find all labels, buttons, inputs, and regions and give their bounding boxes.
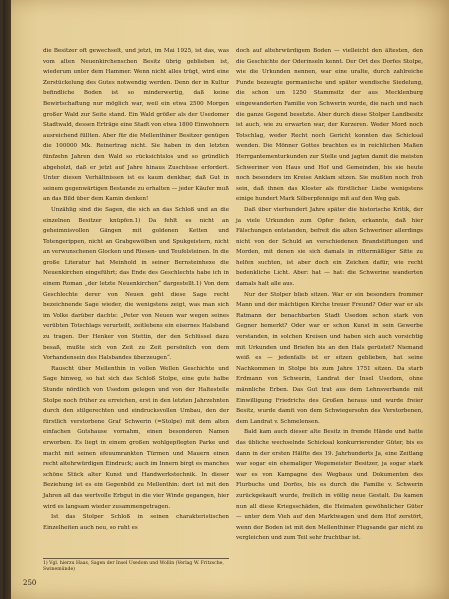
- right-column: [236, 46, 423, 544]
- paragraph: Daß über vierhundert Jahre später die historische Kritik, der ja viele Urkunden zum Opfer fielen, erkannte, daß hier Fälschungen entstanden, befreit die alten Schweriner allerdings nicht von der Schuld an verschiedenen Brandstiftungen und Morden, mit denen sie sich damals in rittermäßiger Sitte zu helfen suchten, ist aber doch ein Zeichen dafür, wie recht bedenkliche Licht. Aber: hat — hat: die Schwerine wanderten damals halt alle aus.: [236, 206, 423, 288]
- paragraph: doch auf altehrwürdigem Boden — vielleicht den ältesten, den die Geschichte der Oderinseln kennt. Der Ort des Dorfes Stolpe, wie die Urkunden nennen, war eine uralte, durch zahlreiche Funde bezeugte germanische und später wendische Siedelung, die schon um 1250 Stammsitz der aus Mecklenburg eingewanderten Familie von Schwerin wurde, die nach und nach die ganze Gegend besetzte. Aber durch diese Stolper Landbesitz ist auch, wie zu erwarten war, der Kurzeren. Weder Mord noch Totschlag, weder Recht noch Gericht konnten das Schicksal wenden. Die Mönner Gottes brachten es in reichlichen Maßen Herrgantementurkunden zur Stelle und jagten damit die meisten Schweriner von Haus und Hof und Gemeinden, bis sie heute noch besonders im Kreise Anklam sitzen. Sie mußten noch froh sein, daß ihnen das Kloster als fürstlicher Liebe wenigstens einige hundert Mark Silberpfennige mit auf den Weg gab.: [236, 48, 423, 203]
- book-binding: [3, 0, 11, 599]
- paragraph: Bald kam auch dieser alte Besitz in fremde Hände und hatte das übliche wechselnde Schicksal konkurrierender Güter, bis es dann in der ersten Hälfte des 19. Jahrhunderts Ja, eine Zeitlang war sogar ein ehemaliger Wegemeister Besitzer, ja sogar stark war es von Kampagne des Wegbaus und Dokumenten des Flurbuchs und Dorfes, bis es durch die Familie v. Schwerin zurückgekauft wurde, freilich in völlig neue Gestalt. Da kamen nun all diese Kriegsschäden, die Heimaten gewöhnlicher Güter — unter dem Vieh auf den Marktwagen und dem Hof zerstört, wenn der Boden ist mit den Mellenthiner Flugsande gar nicht zu vergleichen und zum Teil sehr fruchtbar ist.: [236, 429, 423, 542]
- paragraph: Ist das Stolper Schloß in seinen charakteristischen Einzelheiten auch neu, so ruht es: [43, 514, 229, 531]
- footnote: 1) Vgl. hierzu Haas, Sagen der Insel Usedom und Wollin (Verlag W. Fritzsche, Swinemünde): [43, 558, 229, 573]
- book-page: [3, 0, 449, 599]
- paragraph: die Besitzer oft gewechselt, und jetzt, im Mai 1925, ist das, was vom alten Neuenkirchenschen Besitz übrig geblieben ist, wiederum unter dem Hammer. Wenn nicht alles trügt, wird eine Zerstückelung des Gutes notwendig werden. Denn der in Kultur befindliche Boden ist so minderwertig, daß keine Bewirtschaftung nur möglich war, weil ein etwa 2500 Morgen großer Wald zur Seite stand. Ein Wald größer als der Usedomer Stadtwald, dessen Erträge eine Stadt von etwa 1800 Einwohnern ausreichend füllten. Aber für die Mellenthiner Besitzer genügen die 100000 Mk. Reinertrag nicht. Sie haben in den letzten fünfzehn Jahren den Wald so rücksichtslos und so gründlich abgeholzt, daß er jetzt auf Jahre hinaus Zuschüsse erfordert. Unter diesen Verhältnissen ist es kaum denkbar, daß Gut in seinem gegenwärtigen Bestande zu erhalten — jeder Käufer muß an das Bild über dem Kamin denken!: [43, 48, 229, 203]
- left-column: [43, 46, 229, 533]
- paragraph: Unzählig sind die Sagen, die sich an das Schloß und an die einzelnen Besitzer knüpfen.1) Da fehlt es nicht an geheimnisvollen Gängen mit goldenen Ketten und Totengerippen, nicht an Grabgewölben und Spukgeistern, nicht an verwunschenen Glocken und Riesen- und Teufelsteinen. In die große Literatur hat Meinhold in seiner Bernsteinhexe die Neuenkirchen eingeführt; das Ende des Geschlechts habe ich in einem Roman „der letzte Neuenkirchen“ dargestellt.1) Von dem Geschlechte derer von Neuen geht diese Sage recht bezeichnende Sage wieder, die wenigstens zeigt, was man sich im Volke darüber dachte: „Peter von Neuen war wegen seines verübten Totschlags verurteilt, zeitlebens ein eisernes Halsband zu tragen. Der Henker von Stettin, der den Schlüssel dazu besaß, mußte sich von Zeit zu Zeit persönlich von dem Vorhandensein des Halsbandes überzeugen“.: [43, 206, 229, 362]
- paragraph: Rauscht über Mellenthin in vollen Wellen Geschichte und Sage hinweg, so hat sich das Schloß Stolpe, eine gute halbe Stunde nördlich von Usedom gelegen und von der Haltestelle Stolpe noch früher zu erreichen, erst in den letzten Jahrzehnten durch den stilgerechten und eindrucksvollen Umbau, den der fürstlich verstorbene Graf Schwerin (=Stolpe) mit dem alten einfachen Gutshause vornahm, einen besonderen Namen erworben. Es liegt in einem großen wohlgepflegten Parke und macht mit seinen efeuumrankten Türmen und Mauern einen recht altehrwürdigen Eindruck; auch im Innern birgt es manches schöne Stück alter Kunst und Handwerkstechnik. In dieser Beziehung ist es ein Gegenbild zu Mellenthin: dort ist mit den Jahren all das wertvolle Erbgut in die vier Winde gegangen, hier wird es langsam wieder zusammengetragen.: [43, 365, 229, 510]
- paragraph: Nur der Stolper blieb sitzen. War er ein besonders frommer Mann und der mächtigen Kirche treuer Freund? Oder war er als Ratmann der benachbarten Stadt Usedom schon stark von Gegner bemerkt? Oder war er schon Kunst in sein Gewerbe verstanden, in solchen Kreisen und haben sich auch vorsichtig mit Urkunden und Briefen bis an den Hals gerüstet? Niemand weiß es — jedenfalls ist er sitzen geblieben, hat seine Nachkommen in Stolpe bis zum Jahre 1751 sitzen. Da starb Erdmann von Schwerin, Landrat der Insel Usedom, ohne männliche Erben. Das Gut trat aus dem Lehnsverbande mit Einwilligung Friedrichs des Großen heraus und wurde freier Besitz, wurde damit von dem Schwiegersohn des Verstorbenen, dem Landrat v. Schmelensen.: [236, 291, 423, 425]
- page-number: 250: [23, 579, 37, 587]
